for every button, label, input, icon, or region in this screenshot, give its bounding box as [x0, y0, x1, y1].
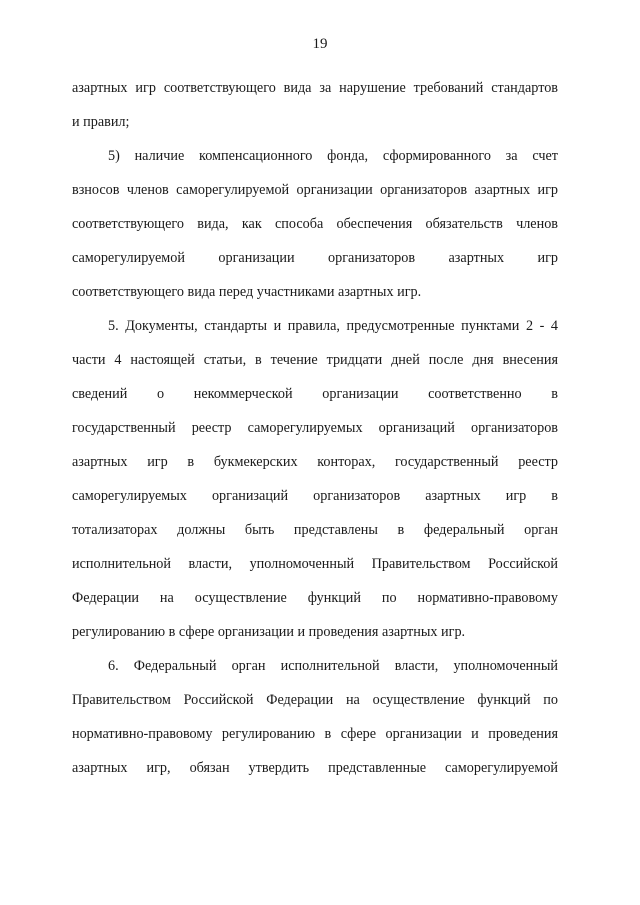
paragraph-continuation	[72, 78, 558, 146]
text-line: части 4 настоящей статьи, в течение тридцати дней после дня внесения	[72, 352, 558, 368]
text-line: сведений о некоммерческой организации соответственно в	[72, 386, 558, 402]
text-line: азартных игр соответствующего вида за нарушение требований стандартов	[72, 80, 558, 96]
text-line: и правил;	[72, 114, 130, 130]
text-body	[72, 78, 558, 792]
paragraph-part-5	[72, 316, 558, 656]
text-line: 6. Федеральный орган исполнительной власти, уполномоченный	[108, 658, 558, 674]
text-line: тотализаторах должны быть представлены в федеральный орган	[72, 522, 558, 538]
text-line: исполнительной власти, уполномоченный Правительством Российской	[72, 556, 558, 572]
text-line: государственный реестр саморегулируемых организаций организаторов	[72, 420, 558, 436]
paragraph-part-6	[72, 656, 558, 792]
page-number: 19	[312, 36, 328, 52]
text-line: 5. Документы, стандарты и правила, предусмотренные пунктами 2 - 4	[108, 318, 558, 334]
text-line: Правительством Российской Федерации на осуществление функций по	[72, 692, 558, 708]
text-line: регулированию в сфере организации и проведения азартных игр.	[72, 624, 466, 640]
text-line: Федерации на осуществление функций по нормативно-правовому	[72, 590, 558, 606]
text-line: саморегулируемых организаций организаторов азартных игр в	[72, 488, 558, 504]
text-line: 5) наличие компенсационного фонда, сформированного за счет	[108, 148, 558, 164]
text-line: нормативно-правовому регулированию в сфере организации и проведения	[72, 726, 558, 742]
text-line: соответствующего вида, как способа обеспечения обязательств членов	[72, 216, 558, 232]
paragraph-item-5	[72, 146, 558, 316]
text-line: соответствующего вида перед участниками азартных игр.	[72, 284, 422, 300]
text-line: азартных игр, обязан утвердить представленные саморегулируемой	[72, 760, 558, 776]
text-line: взносов членов саморегулируемой организации организаторов азартных игр	[72, 182, 558, 198]
text-line: азартных игр в букмекерских конторах, государственный реестр	[72, 454, 558, 470]
text-line: саморегулируемой организации организаторов азартных игр	[72, 250, 558, 266]
